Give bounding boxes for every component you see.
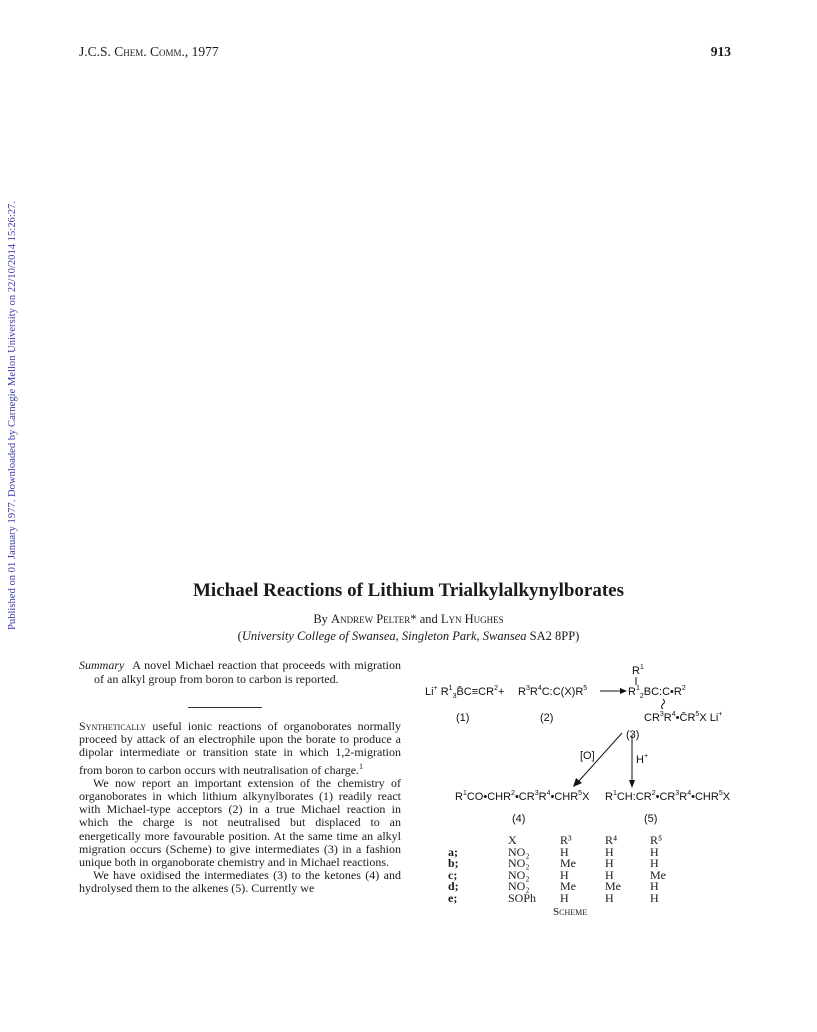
journal-name: Chem. Comm. (114, 44, 185, 59)
by-word: By (313, 612, 328, 626)
para1-lead: Synthetically (79, 719, 147, 733)
scheme-caption: Scheme (553, 906, 588, 918)
and-word: and (419, 612, 438, 626)
journal-prefix: J.C.S. (79, 44, 111, 59)
table-row: c; NO₂ H H Me (448, 867, 666, 882)
intermediate-3-formula: $R^1_2BC:C•R^2$ (628, 685, 686, 700)
header-r3: R³ (560, 833, 572, 847)
para1-text: useful ionic reactions of organoborates normally proceed by attack of an electrophile upon the borate to produce a dipolar intermediate or transition state in which 1,2-migration from boron to carbon occurs with neutralisation of charge. (79, 719, 401, 777)
summary-block (79, 659, 401, 686)
running-header (79, 44, 219, 60)
affiliation (0, 629, 817, 644)
label-3: (3) (626, 729, 640, 741)
summary-divider (188, 707, 262, 708)
reactant-2-formula: $R^3R^4C:C(X)R^5$ (518, 685, 588, 698)
reactant-1-formula: Li+ $R^1_3B̄C\equiv CR^2+$ (425, 685, 505, 700)
para3: We have oxidised the intermediates (3) to the ketones (4) and hydrolysed them to the alkenes (5). Currently we (79, 868, 401, 896)
para2: We now report an important extension of the chemistry of organoborates in which lithium alkynylborates (1) readily react with Michael-type acceptors (2) in a true Michael reaction in which the charge is not neutralised but displaced to an energetically more favourable position. At the same time an alkyl migration occurs (Scheme) to give intermediates (3) in a fashion unique both in organoborate chemistry and in Michael reactions. (79, 775, 401, 870)
summary-label: Summary (79, 658, 125, 672)
intermediate-3-chain: $CR^3R^4•C̄R^5X$ Li+ (644, 711, 723, 724)
label-1: (1) (456, 712, 470, 724)
header-x: X (508, 833, 517, 847)
table-row: b; NO₂ Me H H (448, 856, 659, 870)
oxidation-label: [O] (580, 750, 595, 762)
article-title: Michael Reactions of Lithium Trialkylalkynylborates (192, 580, 625, 601)
header-r4: R⁴ (605, 833, 618, 847)
table-row: e; SOPh H H H (448, 890, 659, 905)
journal-year: , 1977 (184, 44, 219, 59)
label-4: (4) (512, 813, 526, 825)
author-pelter: Andrew Pelter* (331, 612, 417, 626)
table-header-row (448, 835, 666, 847)
author-line (0, 612, 817, 627)
body-text (79, 720, 401, 896)
alkene-5-formula: $R^1CH:CR^2•CR^3R^4•CHR^5X$ (605, 790, 731, 803)
affiliation-institution: University College of Swansea, Singleton Park, Swansea (241, 629, 527, 643)
table-row: a; NO₂ H H H (448, 844, 659, 859)
affiliation-postcode: SA2 8PP) (529, 629, 580, 643)
label-2: (2) (540, 712, 554, 724)
header-r5: R⁵ (650, 833, 663, 847)
download-watermark[interactable] (5, 192, 21, 630)
download-watermark-text[interactable]: Published on 01 January 1977. Downloaded by Carnegie Mellon University on 22/10/2014 15:26:27. (7, 200, 18, 630)
table-row: d; NO₂ Me Me H (448, 879, 659, 893)
author-hughes: Lyn Hughes (440, 612, 504, 626)
ketone-4-formula: $R^1CO•CHR^2•CR^3R^4•CHR^5X$ (455, 790, 590, 803)
hydrolysis-label: H+ (636, 753, 649, 766)
substituent-table (448, 835, 666, 904)
affiliation-open: ( (237, 629, 242, 643)
summary-text: A novel Michael reaction that proceeds with migration of an alkyl group from boron to carbon is reported. (94, 658, 401, 686)
intermediate-3-r1: $R^1$ (632, 664, 644, 677)
label-5: (5) (644, 813, 658, 825)
reference-1[interactable]: 1 (359, 761, 364, 771)
reaction-scheme (420, 655, 760, 830)
page-number: 913 (710, 44, 731, 59)
